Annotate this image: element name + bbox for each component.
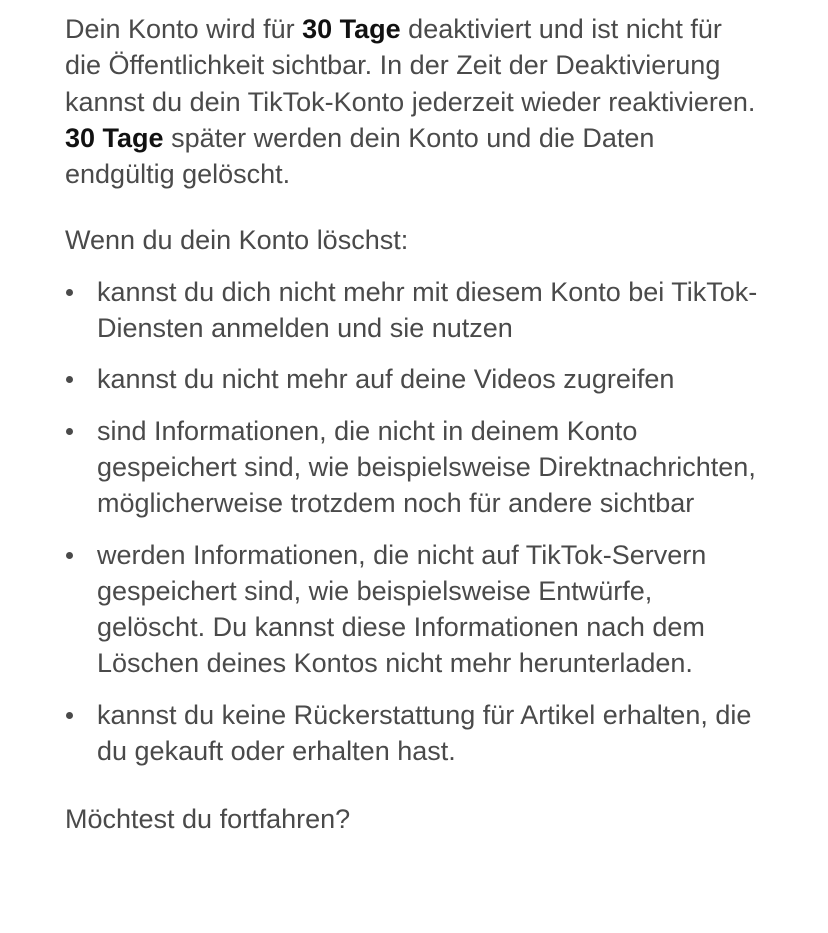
list-item-text: kannst du dich nicht mehr mit diesem Konto bei TikTok-Diensten anmelden und sie nutzen bbox=[97, 276, 758, 344]
list-item-text: kannst du nicht mehr auf deine Videos zugreifen bbox=[97, 364, 675, 395]
bullet-icon bbox=[66, 712, 73, 719]
list-item bbox=[65, 537, 765, 682]
bullet-icon bbox=[66, 289, 73, 296]
list-item-text: werden Informationen, die nicht auf TikTok-Servern gespeichert sind, wie beispielsweise Entwürfe, gelöscht. Du kannst diese Informationen nach dem Löschen deines Kontos nicht mehr herunterladen. bbox=[97, 539, 707, 679]
bullet-icon bbox=[66, 428, 73, 435]
intro-text-suffix: deaktiviert und ist nicht für die Öffentlichkeit sichtbar. In der Zeit der Deaktivierung kannst du dein TikTok-Konto jederzeit wieder reaktivieren. bbox=[65, 14, 756, 117]
deactivation-notice bbox=[65, 11, 765, 192]
bullet-icon bbox=[66, 376, 73, 383]
list-item bbox=[65, 361, 765, 397]
consequences-heading: Wenn du dein Konto löschst: bbox=[65, 225, 409, 256]
deletion-text: später werden dein Konto und die Daten endgültig gelöscht. bbox=[65, 122, 655, 190]
list-item bbox=[65, 274, 765, 347]
list-item bbox=[65, 697, 765, 770]
list-item-text: kannst du keine Rückerstattung für Artikel erhalten, die du gekauft oder erhalten hast. bbox=[97, 699, 752, 767]
confirmation-question: Möchtest du fortfahren? bbox=[65, 804, 351, 835]
list-item-text: sind Informationen, die nicht in deinem Konto gespeichert sind, wie beispielsweise Direktnachrichten, möglicherweise trotzdem noch für andere sichtbar bbox=[97, 415, 756, 519]
bullet-icon bbox=[66, 552, 73, 559]
consequences-list bbox=[65, 274, 765, 770]
deletion-duration: 30 Tage bbox=[65, 122, 164, 153]
deactivation-duration: 30 Tage bbox=[302, 14, 401, 44]
list-item bbox=[65, 413, 765, 522]
deletion-paragraph bbox=[65, 120, 765, 193]
intro-text-prefix: Dein Konto wird für bbox=[65, 14, 303, 44]
deactivation-paragraph bbox=[65, 11, 765, 120]
account-deletion-info bbox=[65, 11, 765, 838]
